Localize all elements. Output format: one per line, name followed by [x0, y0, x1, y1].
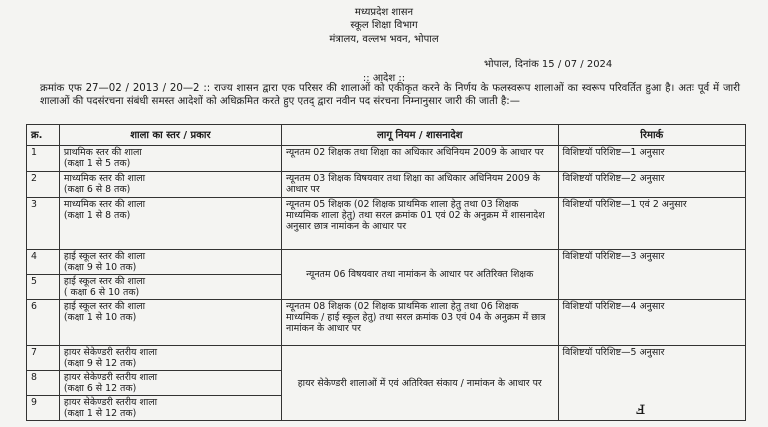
row-type: प्राथमिक स्तर की शाला (कक्षा 1 से 5 तक) — [59, 146, 281, 172]
row-serial: 6 — [27, 300, 60, 346]
row-rule: हायर सेकेण्डरी शालाओं में एवं अतिरिक्त संकाय / नामांकन के आधार पर — [281, 346, 558, 421]
office-address: मंत्रालय, वल्लभ भवन, भोपाल — [329, 34, 439, 45]
date-line: भोपाल, दिनांक 15 / 07 / 2024 — [484, 59, 613, 70]
intro-paragraph: क्रमांक एफ 27—02 / 2013 / 20—2 :: राज्य शासन द्वारा एक परिसर की शालाओं को एकीकृत करने के निर्णय के फलस्वरूप शालाओं का स्वरूप परिवर्तित हुआ है। अतः पूर्व में जारी शालाओं की पदसंरचना संबंधी समस्त आदेशों को अधिक्रमित करते हुए एतद् द्वारा नवीन पद संरचना निम्नानुसार जारी की जाती है:— — [40, 83, 740, 107]
row-remark: विशिष्टयॉ परिशिष्ट—5 अनुसार — [558, 346, 745, 421]
row-type: हायर सेकेण्डरी स्तरीय शाला (कक्षा 1 से 12 तक) — [59, 396, 281, 421]
row-serial: 3 — [27, 198, 60, 250]
table-row — [27, 146, 746, 172]
row-remark: विशिष्टयॉ परिशिष्ट—4 अनुसार — [558, 300, 745, 346]
row-type: हायर सेकेण्डरी स्तरीय शाला (कक्षा 9 से 12 तक) — [59, 346, 281, 371]
row-type: हायर सेकेण्डरी स्तरीय शाला (कक्षा 6 से 12 तक) — [59, 371, 281, 396]
table-row — [27, 198, 746, 250]
table-row — [27, 250, 746, 275]
header-rule: लागू नियम / शासनादेश — [281, 125, 558, 146]
govt-name: मध्यप्रदेश शासन — [354, 7, 414, 18]
row-type: हाई स्कूल स्तर की शाला (कक्षा 9 से 10 तक) — [59, 250, 281, 275]
row-serial: 4 — [27, 250, 60, 275]
row-type: माध्यमिक स्तर की शाला (कक्षा 6 से 8 तक) — [59, 172, 281, 198]
row-serial: 5 — [27, 275, 60, 300]
order-title: :: आदेश :: — [362, 73, 406, 84]
header-remark: रिमार्क — [558, 125, 745, 146]
row-remark: विशिष्टयॉ परिशिष्ट—2 अनुसार — [558, 172, 745, 198]
table-row — [27, 172, 746, 198]
row-type: माध्यमिक स्तर की शाला (कक्षा 1 से 8 तक) — [59, 198, 281, 250]
row-serial: 1 — [27, 146, 60, 172]
table-row — [27, 346, 746, 371]
row-rule: न्यूनतम 06 विषयवार तथा नामांकन के आधार पर अतिरिक्त शिक्षक — [281, 250, 558, 300]
header-school-type: शाला का स्तर / प्रकार — [59, 125, 281, 146]
department-name: स्कूल शिक्षा विभाग — [350, 20, 418, 31]
row-serial: 2 — [27, 172, 60, 198]
row-rule: न्यूनतम 02 शिक्षक तथा शिक्षा का अधिकार अधिनियम 2009 के आधार पर — [281, 146, 558, 172]
row-remark: विशिष्टयॉ परिशिष्ट—1 एवं 2 अनुसार — [558, 198, 745, 250]
table-header-row — [27, 125, 746, 146]
row-rule: न्यूनतम 05 शिक्षक (02 शिक्षक प्राथमिक शाला हेतु तथा 03 शिक्षक माध्यमिक शाला हेतु) तथा सरल क्रमांक 01 एवं 02 के अनुक्रम में शासनादेश अनुसार छात्र नामांकन के आधार पर — [281, 198, 558, 250]
row-serial: 7 — [27, 346, 60, 371]
header-serial: क्र. — [27, 125, 60, 146]
row-remark: विशिष्टयॉ परिशिष्ट—3 अनुसार — [558, 250, 745, 300]
table-row — [27, 300, 746, 346]
row-serial: 8 — [27, 371, 60, 396]
row-serial: 9 — [27, 396, 60, 421]
post-structure-table — [26, 124, 746, 421]
signature-mark: ⅎ — [636, 398, 646, 419]
row-type: हाई स्कूल स्तर की शाला (कक्षा 1 से 10 तक) — [59, 300, 281, 346]
row-type: हाई स्कूल स्तर की शाला ( कक्षा 6 से 10 तक) — [59, 275, 281, 300]
row-rule: न्यूनतम 08 शिक्षक (02 शिक्षक प्राथमिक शाला हेतु तथा 06 शिक्षक माध्यमिक / हाई स्कूल हेतु) तथा सरल क्रमांक 03 एवं 04 के अनुक्रम में छात्र नामांकन के आधार पर — [281, 300, 558, 346]
row-remark: विशिष्टयॉ परिशिष्ट—1 अनुसार — [558, 146, 745, 172]
row-rule: न्यूनतम 03 शिक्षक विषयवार तथा शिक्षा का अधिकार अधिनियम 2009 के आधार पर — [281, 172, 558, 198]
